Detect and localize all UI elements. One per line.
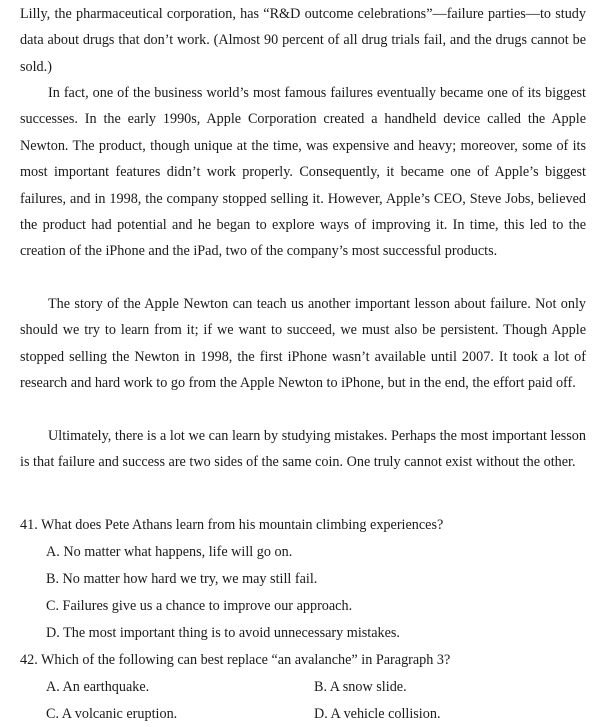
q42-option-d[interactable]: D. A vehicle collision. — [314, 706, 441, 722]
question-number: 41. — [20, 517, 38, 533]
q41-option-a[interactable]: A. No matter what happens, life will go on. — [46, 544, 293, 560]
question-42 — [20, 647, 586, 673]
q42-option-b[interactable]: B. A snow slide. — [314, 679, 407, 695]
q41-option-b[interactable]: B. No matter how hard we try, we may still fail. — [46, 571, 318, 587]
q42-option-a[interactable]: A. An earthquake. — [46, 679, 150, 695]
passage-paragraph-2: In fact, one of the business world’s most famous failures eventually became one of its biggest successes. In the early 1990s, Apple Corporation created a handheld device called the Apple Newton. The product, though unique at the time, was expensive and heavy; moreover, some of its most important features didn’t work properly. Consequently, it became one of Apple’s biggest failures, and in 1998, the company stopped selling it. However, Apple’s CEO, Steve Jobs, believed the product had potential and he began to explore ways of improving it. In time, this led to the creation of the iPhone and the iPad, two of the company’s most successful products. — [20, 85, 586, 260]
question-text: Which of the following can best replace “an avalanche” in Paragraph 3? — [41, 652, 451, 668]
q41-option-c[interactable]: C. Failures give us a chance to improve our approach. — [46, 598, 353, 614]
q42-option-c[interactable]: C. A volcanic eruption. — [46, 706, 178, 722]
question-number: 42. — [20, 652, 38, 668]
passage-paragraph-3: The story of the Apple Newton can teach us another important lesson about failure. Not only should we try to learn from it; if we want to succeed, we must also be persistent. Though Apple stopped selling the Newton in 1998, the first iPhone wasn’t available until 2007. It took a lot of research and hard work to go from the Apple Newton to iPhone, but in the end, the effort paid off. — [20, 296, 586, 392]
question-text: What does Pete Athans learn from his mountain climbing experiences? — [41, 517, 444, 533]
q41-option-d[interactable]: D. The most important thing is to avoid unnecessary mistakes. — [46, 625, 400, 641]
passage-paragraph-4: Ultimately, there is a lot we can learn by studying mistakes. Perhaps the most important lesson is that failure and success are two sides of the same coin. One truly cannot exist without the other. — [20, 428, 586, 471]
question-41 — [20, 512, 586, 538]
passage-paragraph-1: Lilly, the pharmaceutical corporation, has “R&D outcome celebrations”—failure parties—to study data about drugs that don’t work. (Almost 90 percent of all drug trials fail, and the drugs cannot be sold.) — [20, 6, 586, 75]
